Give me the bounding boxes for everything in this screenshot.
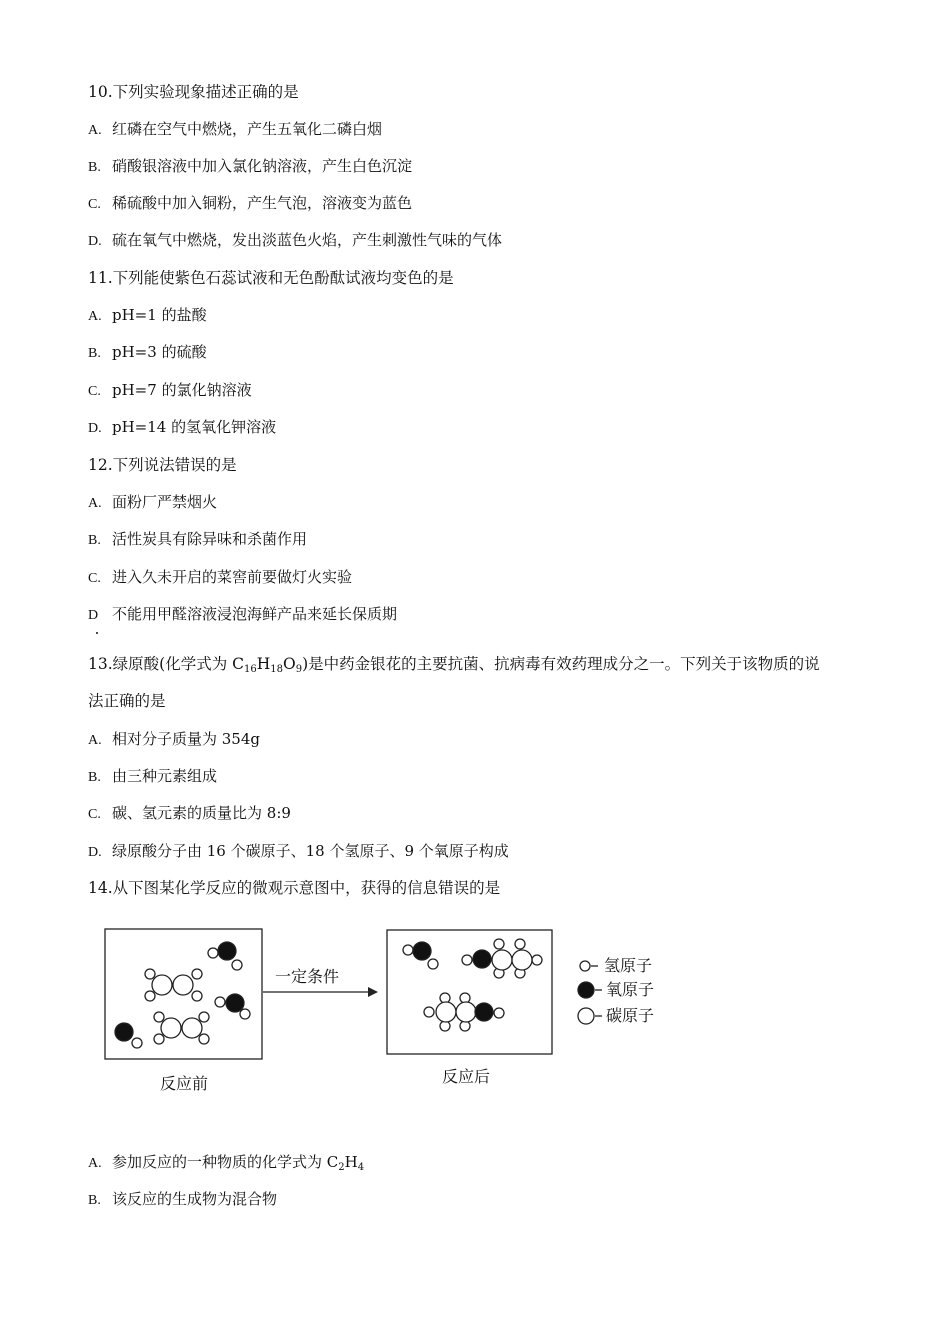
option-text: 参加反应的一种物质的化学式为 C xyxy=(112,1153,339,1171)
c-subscript: 2 xyxy=(338,1162,345,1173)
option-label: B. xyxy=(88,533,101,548)
option-label: B. xyxy=(88,770,101,785)
reaction-arrow-head xyxy=(368,987,378,997)
condition-label: 一定条件 xyxy=(275,967,340,986)
option-label: D. xyxy=(88,234,102,249)
before-molecule-1 xyxy=(208,942,242,970)
oxygen-atom-icon xyxy=(578,982,594,998)
option-text: 硫在氧气中燃烧，发出淡蓝色火焰，产生刺激性气味的气体 xyxy=(112,231,503,249)
option-label: D. xyxy=(88,421,102,436)
option-text: pH=14 的氢氧化钾溶液 xyxy=(112,418,277,436)
option-text: 红磷在空气中燃烧，产生五氧化二磷白烟 xyxy=(112,120,383,138)
before-label: 反应前 xyxy=(160,1074,209,1093)
option-label: D. xyxy=(88,845,102,860)
option-label: A. xyxy=(88,123,102,138)
option-text: 稀硫酸中加入铜粉，产生气泡，溶液变为蓝色 xyxy=(112,194,413,212)
option-text: pH=7 的氯化钠溶液 xyxy=(112,381,252,399)
option-text: 活性炭具有除异味和杀菌作用 xyxy=(112,530,308,548)
h-symbol: H xyxy=(256,655,271,673)
option-text: 碳、氢元素的质量比为 8:9 xyxy=(112,804,291,822)
option-text: 相对分子质量为 354g xyxy=(112,730,261,748)
option-label: C. xyxy=(88,197,101,212)
o-symbol: O xyxy=(283,655,296,673)
option-label: A. xyxy=(88,496,102,511)
q10-stem: 10.下列实验现象描述正确的是 xyxy=(88,83,299,101)
q13-stem-prefix: 13.绿原酸(化学式为 C xyxy=(88,655,244,673)
q13-stem-suffix: )是中药金银花的主要抗菌、抗病毒有效药理成分之一。下列关于该物质的说 xyxy=(302,655,820,673)
option-text: 进入久未开启的菜窖前要做灯火实验 xyxy=(112,568,353,586)
q12-stem: 12.下列说法错误的是 xyxy=(88,456,237,474)
option-label: C. xyxy=(88,807,101,822)
before-molecule-4 xyxy=(154,1012,209,1044)
option-label: A. xyxy=(88,733,102,748)
legend-carbon-text: 碳原子 xyxy=(606,1006,655,1025)
option-text: pH=3 的硫酸 xyxy=(112,343,207,361)
q14-option-b xyxy=(88,1189,277,1211)
option-text: 硝酸银溶液中加入氯化钠溶液，产生白色沉淀 xyxy=(112,157,413,175)
option-text: 该反应的生成物为混合物 xyxy=(112,1190,278,1208)
o-subscript: 9 xyxy=(295,664,303,675)
option-text: 绿原酸分子由 16 个碳原子、18 个氢原子、9 个氧原子构成 xyxy=(112,842,509,860)
q13-stem-line2: 法正确的是 xyxy=(88,692,166,710)
after-label: 反应后 xyxy=(442,1067,491,1086)
before-molecule-5 xyxy=(115,1023,142,1048)
q11-stem: 11.下列能使紫色石蕊试液和无色酚酞试液均变色的是 xyxy=(88,269,454,287)
c-subscript: 16 xyxy=(244,664,257,675)
option-label: C. xyxy=(88,384,101,399)
after-molecule-2 xyxy=(462,939,542,978)
option-label: C. xyxy=(88,571,101,586)
option-label: B. xyxy=(88,1193,101,1208)
option-label: B. xyxy=(88,160,101,175)
option-text: pH=1 的盐酸 xyxy=(112,306,207,324)
option-label: D xyxy=(88,608,99,623)
h-symbol: H xyxy=(344,1153,358,1171)
q14-option-a xyxy=(88,1152,364,1174)
carbon-atom-icon xyxy=(578,1008,594,1024)
option-label: B. xyxy=(88,346,101,361)
h-subscript: 4 xyxy=(357,1162,365,1173)
hydrogen-atom-icon xyxy=(580,961,590,971)
option-text: 面粉厂严禁烟火 xyxy=(112,493,218,511)
after-molecule-1 xyxy=(403,942,438,969)
before-molecule-3 xyxy=(215,994,250,1019)
h-subscript: 18 xyxy=(270,664,283,675)
after-molecule-3 xyxy=(424,993,504,1031)
legend-oxygen-text: 氧原子 xyxy=(606,980,655,999)
option-label: A. xyxy=(88,309,102,324)
option-text: 由三种元素组成 xyxy=(112,767,218,785)
option-label: A. xyxy=(88,1156,102,1171)
option-text: 不能用甲醛溶液浸泡海鲜产品来延长保质期 xyxy=(112,605,398,623)
before-molecule-2 xyxy=(145,969,202,1001)
legend-hydrogen-text: 氢原子 xyxy=(604,956,653,975)
q14-stem: 14.从下图某化学反应的微观示意图中，获得的信息错误的是 xyxy=(88,879,501,897)
